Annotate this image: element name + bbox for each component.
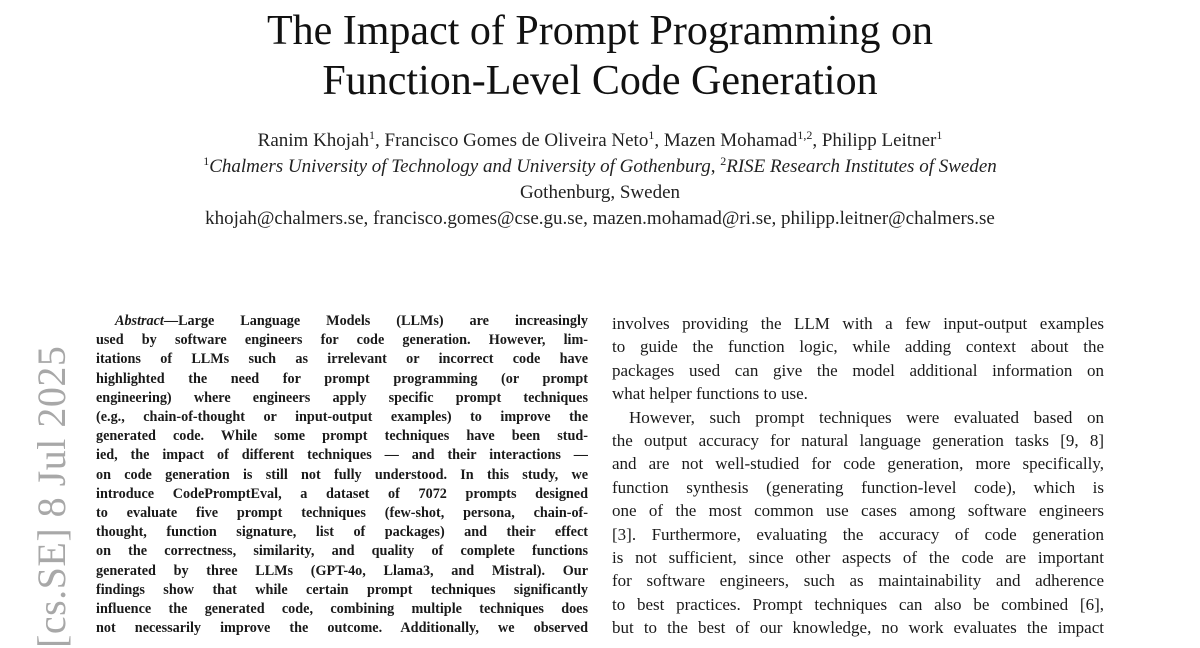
body-line: However, such prompt techniques were evaluated based on: [629, 407, 1104, 427]
abstract-line: on the correctness, similarity, and quality of complete functions: [96, 543, 588, 560]
arxiv-side-stamp: [cs.SE] 8 Jul 2025: [29, 345, 74, 648]
body-line: [3]. Furthermore, evaluating the accuracy of code generation: [612, 524, 1104, 544]
abstract-line: findings show that while certain prompt techniques significantly: [96, 581, 588, 598]
title-line-1: The Impact of Prompt Programming on: [266, 8, 934, 54]
abstract-line: to evaluate five prompt techniques (few-shot, persona, chain-of-: [96, 505, 588, 522]
author-block: [0, 128, 1200, 232]
author-affil-mark: 1: [648, 128, 655, 142]
abstract-line: on code generation is still not fully understood. In this study, we: [96, 466, 588, 483]
body-line: for software engineers, such as maintainability and adherence: [612, 571, 1104, 591]
body-line: what helper functions to use.: [612, 384, 808, 404]
affil-mark: 2: [720, 154, 727, 168]
author-name: Ranim Khojah: [257, 130, 370, 151]
author-name: , Mazen Mohamad: [654, 130, 798, 151]
location: Gothenburg, Sweden: [519, 182, 681, 203]
body-column-right: [612, 312, 1104, 640]
body-line: to best practices. Prompt techniques can also be combined [6],: [612, 594, 1104, 614]
body-line: to guide the function logic, while adding context about the: [612, 337, 1104, 357]
abstract-line: Abstract—Large Language Models (LLMs) are increasingly: [115, 313, 588, 329]
title-line-2: Function-Level Code Generation: [322, 58, 878, 104]
abstract-line: influence the generated code, combining multiple techniques does: [96, 601, 588, 618]
body-line: the output accuracy for natural language generation tasks [9, 8]: [612, 431, 1104, 451]
body-line: is not sufficient, since other aspects of the code are important: [612, 548, 1104, 568]
abstract-line: ied, the impact of different techniques — and their interactions —: [96, 447, 588, 464]
abstract-line: not necessarily improve the outcome. Additionally, we observed: [96, 620, 588, 637]
abstract-line: generated code. While some prompt techniques have been stud-: [96, 428, 588, 445]
author-name: , Philipp Leitner: [812, 130, 937, 151]
abstract-line: engineering) where engineers apply specific prompt techniques: [96, 389, 588, 406]
abstract-line: (e.g., chain-of-thought or input-output examples) to improve the: [96, 409, 588, 426]
abstract-column: [96, 312, 588, 638]
body-line: one of the most common use cases among software engineers: [612, 501, 1104, 521]
author-name: , Francisco Gomes de Oliveira Neto: [375, 130, 649, 151]
affiliation-1: Chalmers University of Technology and University of Gothenburg: [209, 156, 711, 177]
abstract-line: itations of LLMs such as irrelevant or incorrect code have: [96, 351, 588, 368]
email-list: khojah@chalmers.se, francisco.gomes@cse.gu.se, mazen.mohamad@ri.se, philipp.leitner@chalmers.se: [205, 208, 995, 229]
abstract-line: used by software engineers for code generation. However, lim-: [96, 332, 588, 349]
body-line: involves providing the LLM with a few input-output examples: [612, 314, 1104, 333]
affil-mark: 1: [203, 154, 210, 168]
abstract-line: generated by three LLMs (GPT-4o, Llama3, and Mistral). Our: [96, 562, 588, 579]
abstract-line: introduce CodePromptEval, a dataset of 7072 prompts designed: [96, 485, 588, 502]
author-list: [0, 128, 1200, 154]
abstract-heading: Abstract: [115, 313, 164, 329]
body-line: packages used can give the model additional information on: [612, 360, 1104, 380]
author-affil-mark: 1: [936, 128, 943, 142]
affiliation-2: RISE Research Institutes of Sweden: [726, 156, 997, 177]
author-affil-mark: 1: [369, 128, 376, 142]
abstract-line: thought, function signature, list of packages) and their effect: [96, 524, 588, 541]
author-affil-mark: 1,2: [797, 128, 813, 142]
affiliation-separator: ,: [710, 156, 721, 177]
paper-title: [0, 6, 1200, 106]
body-line: function synthesis (generating function-level code), which is: [612, 477, 1104, 497]
body-line: and are not well-studied for code generation, more specifically,: [612, 454, 1104, 474]
affiliation-line: [0, 154, 1200, 180]
body-line: but to the best of our knowledge, no work evaluates the impact: [612, 618, 1104, 638]
abstract-line: highlighted the need for prompt programming (or prompt: [96, 370, 588, 387]
